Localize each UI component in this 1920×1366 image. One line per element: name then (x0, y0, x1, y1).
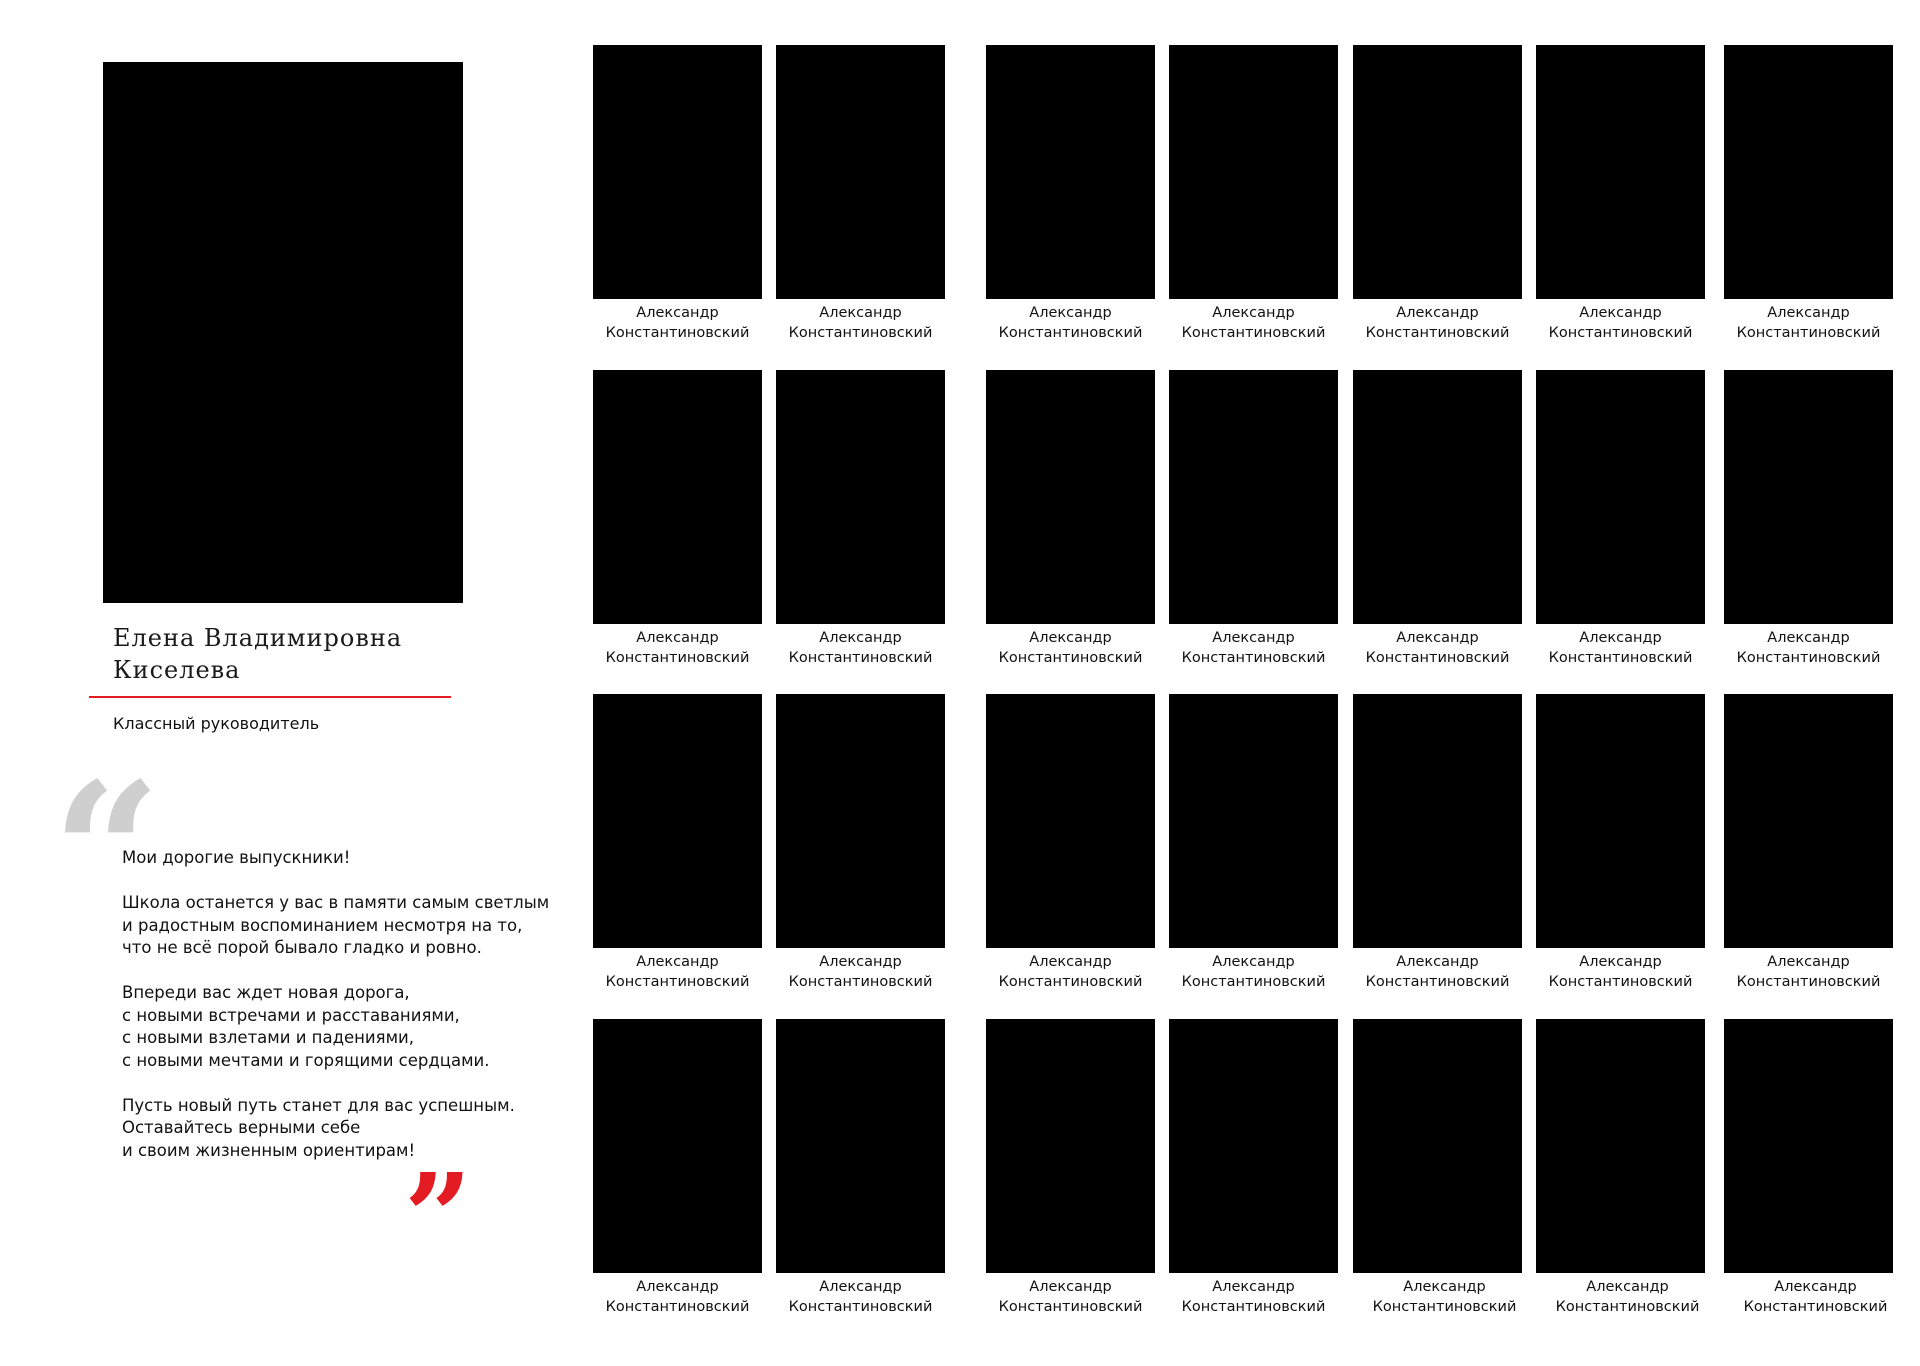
student-photo (986, 1019, 1155, 1273)
message-line: Оставайтесь верными себе (122, 1118, 361, 1137)
student-card (1169, 370, 1338, 668)
student-last-name: Константиновский (1548, 973, 1693, 990)
student-card (1536, 45, 1705, 343)
student-photo (1724, 45, 1893, 299)
student-photo (776, 45, 945, 299)
student-name (1353, 953, 1522, 992)
student-first-name: Александр (1212, 1279, 1295, 1295)
student-photo (593, 370, 762, 624)
teacher-photo (103, 62, 463, 603)
student-last-name: Константиновский (998, 973, 1143, 990)
student-name (593, 1278, 762, 1317)
student-first-name: Александр (1029, 305, 1112, 321)
student-first-name: Александр (819, 1279, 902, 1295)
teacher-message (122, 847, 562, 1185)
message-line: с новыми взлетами и падениями, (122, 1028, 414, 1047)
student-last-name: Константиновский (788, 649, 933, 666)
student-first-name: Александр (1403, 1279, 1486, 1295)
student-card (1353, 45, 1522, 343)
message-line: что не всё порой бывало гладко и ровно. (122, 938, 482, 957)
student-photo (986, 694, 1155, 948)
open-quote-icon: “ (52, 741, 156, 964)
student-photo (1169, 694, 1338, 948)
student-name (1353, 304, 1522, 343)
student-last-name: Константиновский (605, 973, 750, 990)
student-last-name: Константиновский (1181, 1298, 1326, 1315)
student-name (1724, 304, 1893, 343)
student-photo (1169, 1019, 1338, 1273)
student-photo (593, 694, 762, 948)
student-last-name: Константиновский (788, 324, 933, 341)
student-card (986, 370, 1155, 668)
student-last-name: Константиновский (1736, 973, 1881, 990)
student-card (1724, 1019, 1893, 1317)
student-name (1353, 629, 1522, 668)
student-first-name: Александр (1029, 630, 1112, 646)
student-first-name: Александр (636, 954, 719, 970)
student-card (1169, 694, 1338, 992)
student-photo (986, 370, 1155, 624)
student-first-name: Александр (1579, 305, 1662, 321)
message-line: с новыми мечтами и горящими сердцами. (122, 1050, 490, 1070)
student-card (1536, 694, 1705, 992)
student-card (776, 694, 945, 992)
student-first-name: Александр (1029, 1279, 1112, 1295)
student-name (986, 1278, 1155, 1317)
teacher-role: Классный руководитель (113, 714, 320, 733)
student-photo (1353, 370, 1522, 624)
teacher-name-line2: Киселева (113, 656, 241, 684)
student-name (1536, 953, 1705, 992)
message-line: с новыми встречами и расставаниями, (122, 1005, 460, 1025)
student-photo (1169, 370, 1338, 624)
student-last-name: Константиновский (605, 649, 750, 666)
message-paragraph-3 (122, 1095, 562, 1163)
student-last-name: Константиновский (998, 649, 1143, 666)
student-name (1738, 1278, 1893, 1317)
student-photo (1724, 1019, 1893, 1273)
student-first-name: Александр (1212, 954, 1295, 970)
student-photo (593, 45, 762, 299)
message-line: Впереди вас ждет новая дорога, (122, 983, 410, 1002)
student-card (593, 694, 762, 992)
student-last-name: Константиновский (1365, 973, 1510, 990)
student-photo (1724, 370, 1893, 624)
student-card (1353, 1019, 1522, 1317)
student-first-name: Александр (1586, 1279, 1669, 1295)
student-last-name: Константиновский (1736, 649, 1881, 666)
student-last-name: Константиновский (998, 1298, 1143, 1315)
student-photo (776, 1019, 945, 1273)
student-first-name: Александр (819, 305, 902, 321)
student-card (1724, 694, 1893, 992)
student-last-name: Константиновский (998, 324, 1143, 341)
student-name (986, 304, 1155, 343)
student-first-name: Александр (1767, 305, 1850, 321)
student-name (1367, 1278, 1522, 1317)
student-name (1550, 1278, 1705, 1317)
student-card (1724, 45, 1893, 343)
close-quote-icon: ” (404, 1147, 468, 1286)
student-photo (1536, 45, 1705, 299)
student-card (986, 694, 1155, 992)
student-card (1353, 694, 1522, 992)
student-card (776, 1019, 945, 1317)
message-greeting: Мои дорогие выпускники! (122, 848, 351, 867)
student-card (1353, 370, 1522, 668)
student-first-name: Александр (1579, 954, 1662, 970)
student-card (1536, 1019, 1705, 1317)
student-name (1169, 629, 1338, 668)
student-name (1169, 304, 1338, 343)
student-first-name: Александр (1396, 305, 1479, 321)
student-name (593, 629, 762, 668)
student-card (1169, 1019, 1338, 1317)
student-card (593, 370, 762, 668)
student-first-name: Александр (819, 954, 902, 970)
student-card (1536, 370, 1705, 668)
student-last-name: Константиновский (1181, 649, 1326, 666)
teacher-name (113, 622, 473, 686)
student-name (776, 953, 945, 992)
student-name (1724, 953, 1893, 992)
message-line: Школа останется у вас в памяти самым светлым (122, 893, 550, 912)
student-name (1169, 953, 1338, 992)
student-first-name: Александр (1767, 630, 1850, 646)
student-card (986, 1019, 1155, 1317)
student-name (593, 953, 762, 992)
student-card (1724, 370, 1893, 668)
name-divider (89, 696, 451, 698)
student-last-name: Константиновский (605, 1298, 750, 1315)
message-paragraph-1 (122, 892, 562, 960)
student-last-name: Константиновский (1548, 324, 1693, 341)
student-first-name: Александр (636, 1279, 719, 1295)
student-photo (1536, 694, 1705, 948)
student-first-name: Александр (1212, 305, 1295, 321)
student-name (986, 953, 1155, 992)
student-name (1536, 629, 1705, 668)
student-last-name: Константиновский (1181, 973, 1326, 990)
teacher-name-line1: Елена Владимировна (113, 624, 403, 652)
student-name (1169, 1278, 1338, 1317)
student-last-name: Константиновский (1548, 649, 1693, 666)
student-first-name: Александр (819, 630, 902, 646)
student-photo (986, 45, 1155, 299)
student-name (1536, 304, 1705, 343)
student-first-name: Александр (636, 305, 719, 321)
student-card (593, 1019, 762, 1317)
student-photo (1724, 694, 1893, 948)
student-name (593, 304, 762, 343)
message-line: Пусть новый путь станет для вас успешным. (122, 1095, 515, 1115)
student-last-name: Константиновский (1736, 324, 1881, 341)
student-photo (776, 370, 945, 624)
student-name (1724, 629, 1893, 668)
student-first-name: Александр (636, 630, 719, 646)
student-first-name: Александр (1774, 1279, 1857, 1295)
student-name (776, 629, 945, 668)
student-first-name: Александр (1029, 954, 1112, 970)
student-last-name: Константиновский (1365, 649, 1510, 666)
student-name (986, 629, 1155, 668)
student-last-name: Константиновский (1181, 324, 1326, 341)
student-first-name: Александр (1579, 630, 1662, 646)
message-line: и своим жизненным ориентирам! (122, 1140, 416, 1160)
student-photo (1536, 370, 1705, 624)
student-photo (1353, 45, 1522, 299)
student-photo (776, 694, 945, 948)
student-last-name: Константиновский (1743, 1298, 1888, 1315)
student-photo (1353, 694, 1522, 948)
student-first-name: Александр (1396, 630, 1479, 646)
student-first-name: Александр (1767, 954, 1850, 970)
student-last-name: Константиновский (1365, 324, 1510, 341)
student-card (593, 45, 762, 343)
student-first-name: Александр (1212, 630, 1295, 646)
student-name (776, 304, 945, 343)
student-card (776, 370, 945, 668)
student-last-name: Константиновский (605, 324, 750, 341)
message-paragraph-2 (122, 982, 562, 1072)
student-last-name: Константиновский (1555, 1298, 1700, 1315)
student-last-name: Константиновский (788, 973, 933, 990)
student-card (1169, 45, 1338, 343)
student-photo (593, 1019, 762, 1273)
student-name (776, 1278, 945, 1317)
student-last-name: Константиновский (1372, 1298, 1517, 1315)
message-line: и радостным воспоминанием несмотря на то, (122, 915, 523, 935)
student-first-name: Александр (1396, 954, 1479, 970)
student-card (986, 45, 1155, 343)
student-last-name: Константиновский (788, 1298, 933, 1315)
student-photo (1353, 1019, 1522, 1273)
student-photo (1536, 1019, 1705, 1273)
student-photo (1169, 45, 1338, 299)
student-card (776, 45, 945, 343)
